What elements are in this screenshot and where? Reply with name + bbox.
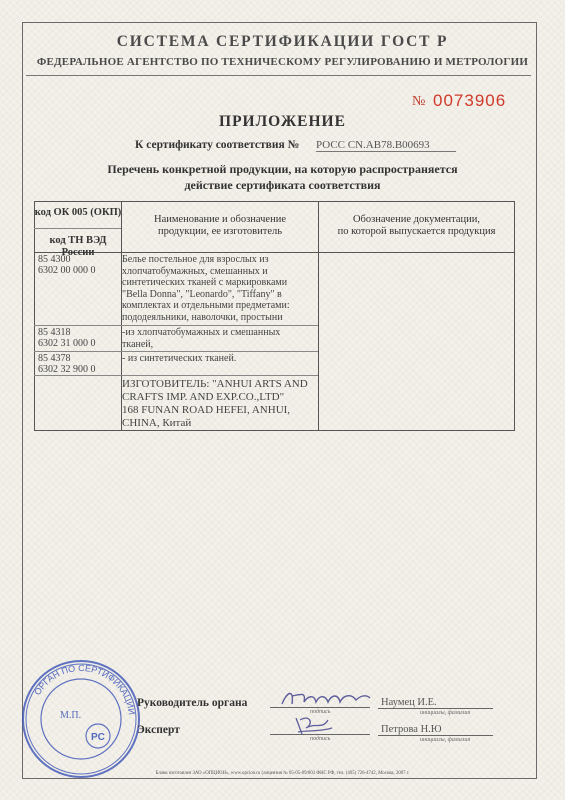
system-title: СИСТЕМА СЕРТИФИКАЦИИ ГОСТ Р bbox=[116, 33, 449, 50]
row-2-line-1: -из хлопчатобумажных и смешанных bbox=[122, 327, 281, 338]
table-row-3-description bbox=[122, 353, 322, 365]
certificate-number: РОСС CN.АВ78.В00693 bbox=[316, 139, 456, 152]
head-handwritten-signature bbox=[278, 686, 374, 712]
row-1-okp: 85 4300 bbox=[38, 254, 71, 265]
row-1-tnved: 6302 00 000 0 bbox=[38, 265, 96, 276]
row-1-line-5: комплектах и отдельными предметами: bbox=[122, 300, 290, 311]
row-2-tnved: 6302 31 000 0 bbox=[38, 338, 96, 349]
print-footer: Бланк изготовлен ЗАО «ОПЦИОН», www.opcion.ru (лицензия № 05-05-09/003 ФНС РФ, тел. (495) 726-4742, Москва, 2007 г. bbox=[155, 771, 410, 776]
stamp-center-text: М.П. bbox=[60, 710, 82, 721]
row-3-line-1: - из синтетических тканей. bbox=[122, 353, 237, 364]
table-bottom-border bbox=[34, 430, 515, 431]
appendix-title: ПРИЛОЖЕНИЕ bbox=[219, 113, 346, 130]
expert-signature-caption: подпись bbox=[310, 736, 331, 742]
manufacturer-line-2: CRAFTS IMP. AND EXP.CO.,LTD" bbox=[122, 391, 285, 403]
header-product-name-line-2: продукции, ее изготовитель bbox=[157, 226, 283, 237]
expert-handwritten-signature bbox=[292, 712, 336, 738]
row-3-okp: 85 4378 bbox=[38, 353, 71, 364]
header-documentation-line-2: по которой выпускается продукция bbox=[337, 226, 496, 237]
row-divider-1 bbox=[34, 325, 318, 326]
row-3-tnved: 6302 32 900 0 bbox=[38, 364, 96, 375]
form-number: 0073906 bbox=[433, 91, 507, 110]
expert-name-line bbox=[378, 735, 493, 736]
header-okp: код ОК 005 (ОКП) bbox=[34, 207, 122, 218]
product-list-title-line-1: Перечень конкретной продукции, на которую распространяется bbox=[107, 162, 458, 176]
row-2-line-2: тканей, bbox=[122, 338, 154, 350]
header-product-name bbox=[122, 214, 318, 238]
table-top-border bbox=[34, 201, 515, 202]
row-1-line-2: хлопчатобумажных, смешанных и bbox=[122, 265, 268, 277]
number-sign: № bbox=[412, 94, 426, 109]
table-row-2-codes bbox=[38, 327, 96, 349]
manufacturer-block bbox=[122, 378, 322, 430]
row-1-line-1: Белье постельное для взрослых из bbox=[122, 254, 269, 265]
stamp-ring-text: ОРГАН ПО СЕРТИФИКАЦИИ bbox=[32, 662, 137, 716]
table-row-1-description bbox=[122, 254, 322, 323]
svg-text:PC: PC bbox=[91, 732, 105, 743]
table-row-1-codes bbox=[38, 254, 96, 276]
to-certificate-label: К сертификату соответствия № bbox=[135, 139, 300, 151]
header-tnved: код ТН ВЭД России bbox=[49, 235, 107, 258]
manufacturer-line-4: CHINA, Китай bbox=[122, 417, 192, 429]
certification-stamp bbox=[20, 658, 142, 780]
table-row-2-description bbox=[122, 327, 322, 350]
row-divider-3 bbox=[34, 375, 318, 376]
head-name-caption: инициалы, фамилия bbox=[420, 710, 471, 716]
head-signature-caption: подпись bbox=[310, 709, 331, 715]
row-1-line-3: синтетических тканей с маркировками bbox=[122, 277, 288, 288]
product-list-title bbox=[0, 161, 565, 193]
head-name-line bbox=[378, 708, 493, 709]
table-row-3-codes bbox=[38, 353, 96, 375]
expert-name: Петрова Н.Ю bbox=[381, 724, 442, 735]
expert-name-caption: инициалы, фамилия bbox=[420, 737, 471, 743]
manufacturer-line-3: 168 FUNAN ROAD HEFEI, ANHUI, bbox=[122, 404, 291, 416]
expert-label: Эксперт bbox=[137, 724, 180, 736]
table-right-border bbox=[514, 201, 515, 431]
product-list-title-line-2: действие сертификата соответствия bbox=[184, 178, 381, 192]
manufacturer-line-1: ИЗГОТОВИТЕЛЬ: "ANHUI ARTS AND bbox=[122, 378, 308, 390]
agency-name: ФЕДЕРАЛЬНОЕ АГЕНТСТВО ПО ТЕХНИЧЕСКОМУ РЕГУЛИРОВАНИЮ И МЕТРОЛОГИИ bbox=[36, 56, 529, 68]
code-header-divider bbox=[34, 228, 121, 229]
header-documentation-line-1: Обозначение документации, bbox=[352, 214, 481, 225]
row-1-line-4: "Bella Donna", "Leonardo", "Tiffany" в bbox=[122, 288, 282, 300]
head-of-body-label: Руководитель органа bbox=[137, 697, 248, 709]
header-documentation bbox=[319, 214, 514, 238]
row-divider-2 bbox=[34, 351, 318, 352]
head-name: Наумец И.Е. bbox=[381, 697, 437, 708]
header-product-name-line-1: Наименование и обозначение bbox=[154, 214, 286, 225]
row-2-okp: 85 4318 bbox=[38, 327, 71, 338]
row-1-line-6: пододеяльники, наволочки, простыни bbox=[122, 311, 283, 323]
header-rule bbox=[26, 75, 531, 76]
